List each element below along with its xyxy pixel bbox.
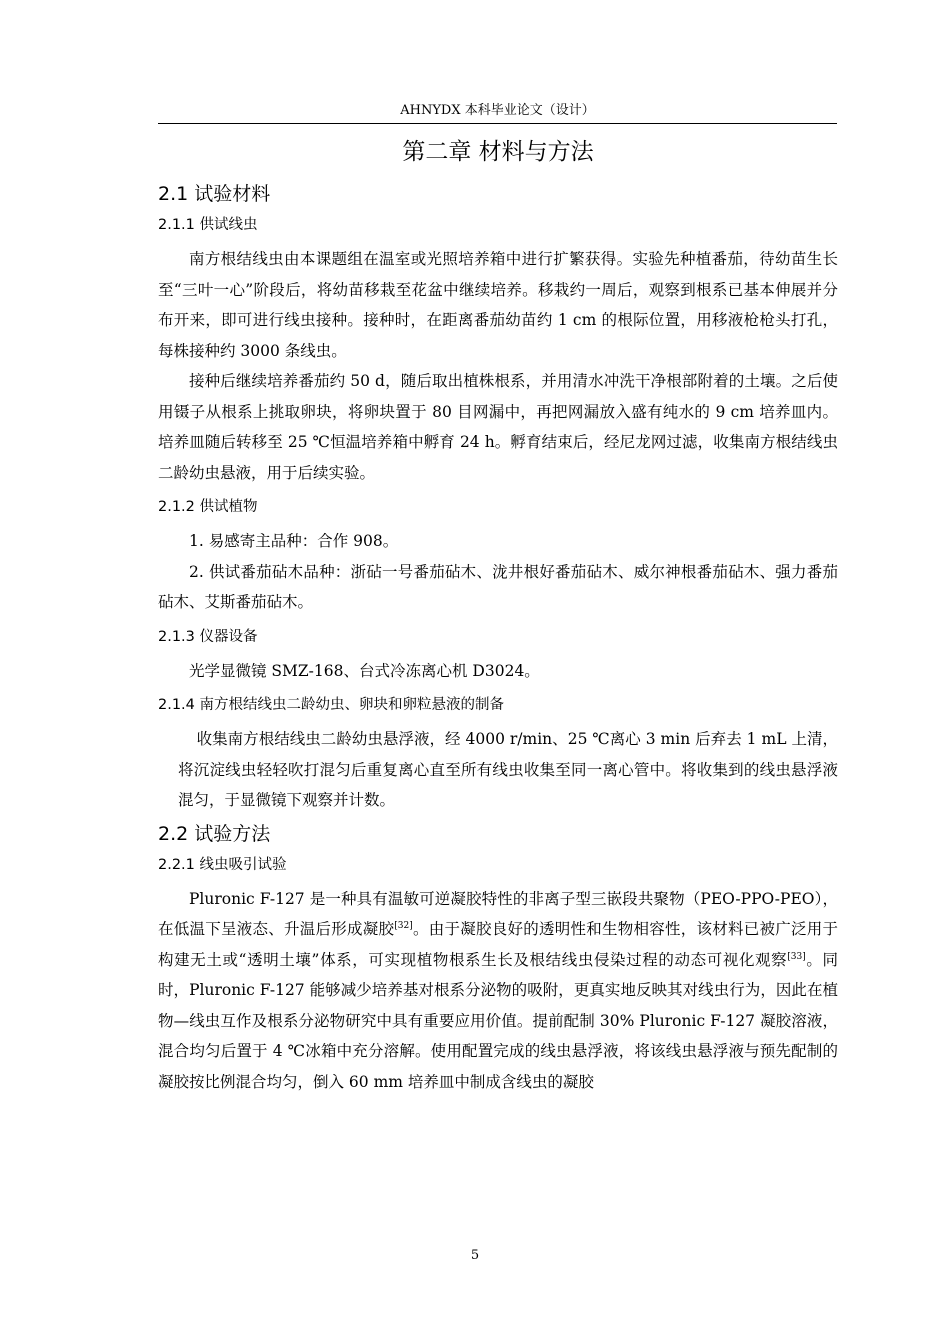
section-2-1-heading: 2.1 试验材料 [158,183,271,205]
section-2-2-heading: 2.2 试验方法 [158,822,271,845]
section-2-1-2-heading: 2.1.2 供试植物 [158,499,258,515]
paragraph-nematode-hatching: 接种后继续培养番茄约 50 d，随后取出植株根系，并用清水冲洗干净根部附着的土壤。之后使用镊子从根系上挑取卵块，将卵块置于 80 目网漏中，再把网漏放入盛有纯水的 9 cm 培养皿内。培养皿随后转移至 25 ℃恒温培养箱中孵育 24 h。孵育结束后，经尼龙网过滤，收集南方根结线虫二龄幼虫悬液，用于后续实验。 [158,372,838,482]
running-header: AHNYDX 本科毕业论文（设计） [400,103,595,118]
paragraph-nematode-source: 南方根结线虫由本课题组在温室或光照培养箱中进行扩繁获得。实验先种植番茄，待幼苗生长至“三叶一心”阶段后，将幼苗移栽至花盆中继续培养。移栽约一周后，观察到根系已基本伸展并分布开来，即可进行线虫接种。接种时，在距离番茄幼苗约 1 cm 的根际位置，用移液枪枪头打孔，每株接种约 3000 条线虫。 [158,250,838,360]
paragraph-instruments: 光学显微镜 SMZ-168、台式冷冻离心机 D3024。 [189,661,540,680]
citation-ref-32: [32] [394,920,413,931]
section-2-1-4-heading: 2.1.4 南方根结线虫二龄幼虫、卵块和卵粒悬液的制备 [158,697,505,713]
text-run: Pluronic F-127 是一种具有温敏可逆凝胶特性的非离子型三嵌段共聚物（PEO-PPO-PEO），在低温下呈液态、升温后形成凝胶 [158,889,838,938]
page-content [158,134,838,1097]
list-item-host-variety: 1. 易感寄主品种：合作 908。 [189,532,399,550]
chapter-title: 第二章 材料与方法 [402,139,594,165]
citation-ref-33: [33] [787,951,806,962]
section-2-2-1-heading: 2.2.1 线虫吸引试验 [158,856,287,873]
list-item-rootstock-varieties: 2. 供试番茄砧木品种：浙砧一号番茄砧木、泷井根好番茄砧木、威尔神根番茄砧木、强力番茄砧木、艾斯番茄砧木。 [158,562,838,611]
section-2-1-3-heading: 2.1.3 仪器设备 [158,628,258,645]
text-run: 。由于凝胶良好的透明性和生物相容性，该材料已被广泛用于构建无土或“透明土壤”体系，可实现植物根系生长及根结线虫侵染过程的动态可视化观察 [158,920,838,969]
header-rule [158,123,837,124]
paragraph-attraction-assay [158,884,838,1098]
page-number: 5 [470,1248,480,1263]
text-run: 。同时，Pluronic F-127 能够减少培养基对根系分泌物的吸附，更真实地反映其对线虫行为，因此在植物—线虫互作及根系分泌物研究中具有重要应用价值。提前配制 30% Pluronic F-127 凝胶溶液，混合均匀后置于 4 ℃冰箱中充分溶解。使用配置完成的线虫悬浮液，将该线虫悬浮液与预先配制的凝胶按比例混合均匀，倒入 60 mm 培养皿中制成含线虫的凝胶 [158,950,838,1091]
paragraph-suspension-prep: 收集南方根结线虫二龄幼虫悬浮液，经 4000 r/min、25 ℃离心 3 min 后弃去 1 mL 上清，将沉淀线虫轻轻吹打混匀后重复离心直至所有线虫收集至同一离心管中。将收集到的线虫悬浮液混匀，于显微镜下观察并计数。 [178,730,838,809]
section-2-1-1-heading: 2.1.1 供试线虫 [158,217,258,233]
